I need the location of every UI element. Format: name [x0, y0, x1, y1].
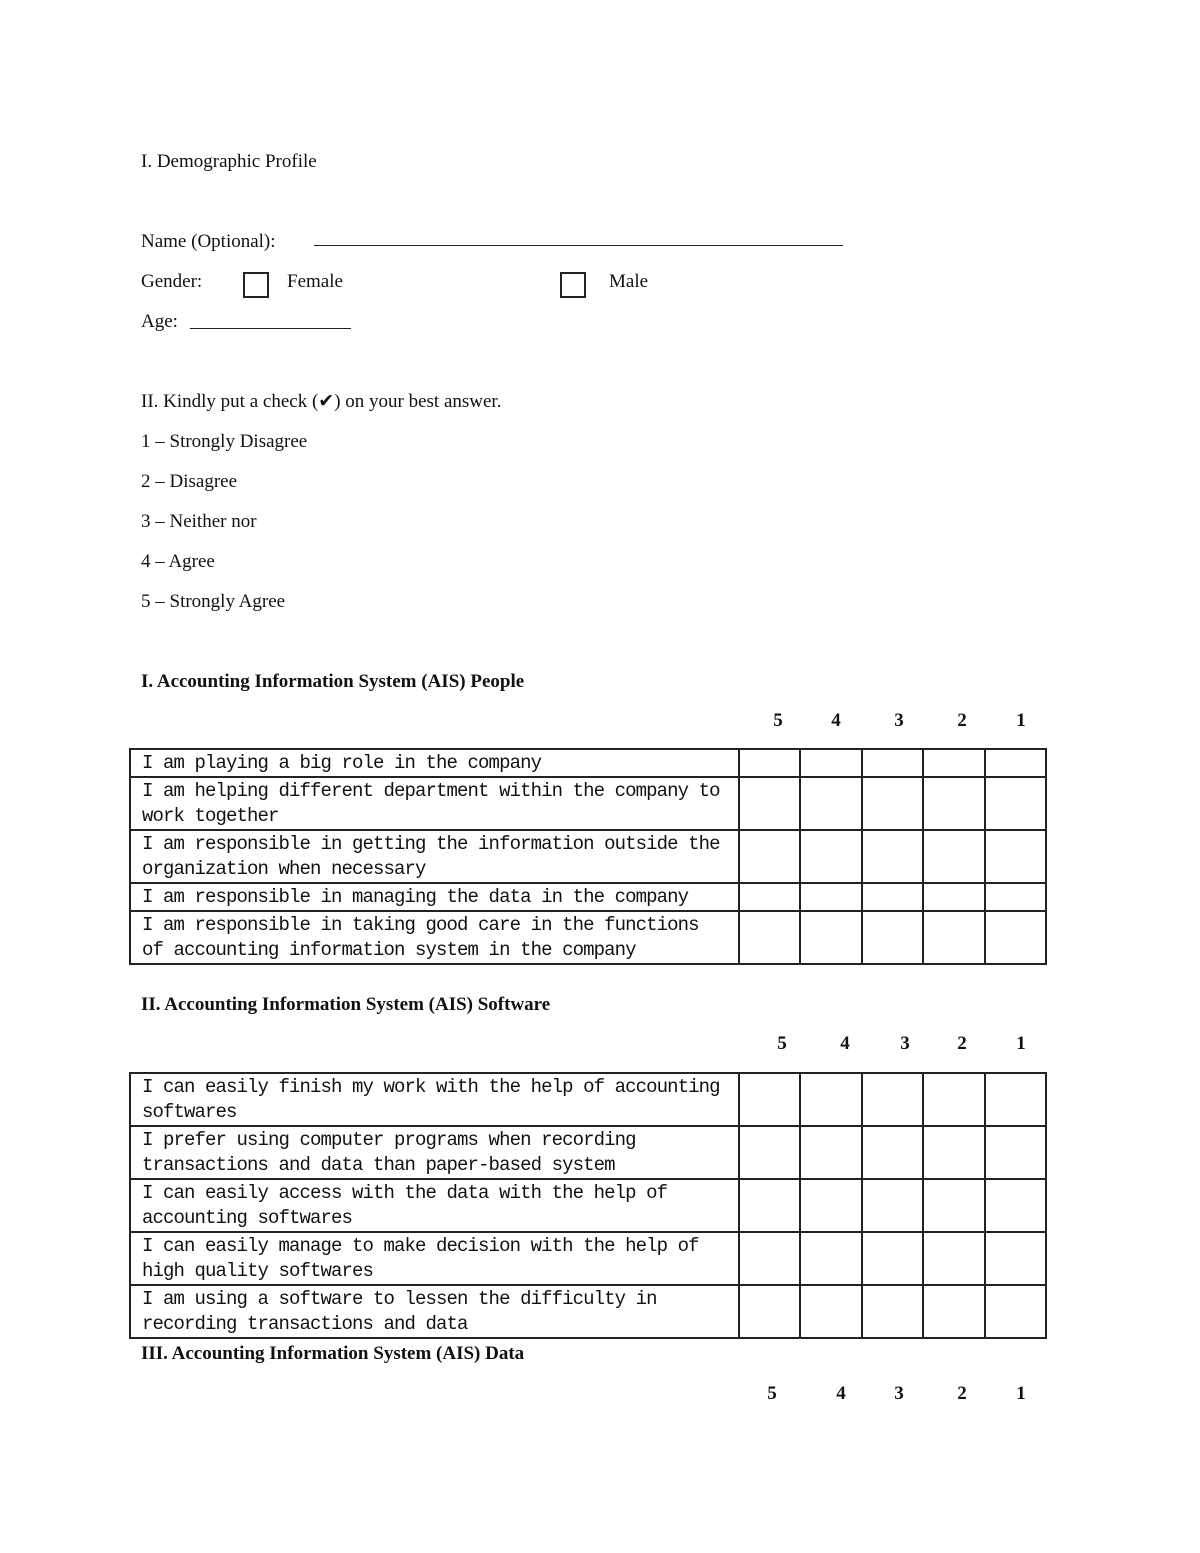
rating-cell-4[interactable] — [800, 830, 861, 883]
rating-cell-5[interactable] — [739, 777, 800, 830]
statement-text: I can easily access with the data with the help of accounting softwares — [130, 1179, 739, 1232]
scale-header-4: 4 — [836, 1383, 846, 1404]
scale-header-3: 3 — [894, 710, 904, 731]
scale-header-4: 4 — [840, 1033, 850, 1054]
scale-legend-4: 4 – Agree — [141, 551, 215, 572]
statement-text: I am using a software to lessen the difficulty in recording transactions and data — [130, 1285, 739, 1338]
table-row — [130, 830, 1046, 883]
rating-cell-1[interactable] — [985, 911, 1046, 964]
table-row — [130, 1232, 1046, 1285]
rating-cell-5[interactable] — [739, 1073, 800, 1126]
table-row — [130, 1073, 1046, 1126]
rating-cell-5[interactable] — [739, 830, 800, 883]
section-title-software: II. Accounting Information System (AIS) Software — [141, 994, 551, 1015]
rating-cell-4[interactable] — [800, 1232, 861, 1285]
statement-text: I am responsible in getting the information outside the organization when necessary — [130, 830, 739, 883]
male-checkbox[interactable] — [560, 272, 586, 298]
rating-cell-5[interactable] — [739, 1232, 800, 1285]
rating-cell-4[interactable] — [800, 777, 861, 830]
rating-cell-2[interactable] — [923, 1073, 984, 1126]
table-row — [130, 911, 1046, 964]
rating-cell-3[interactable] — [862, 883, 923, 911]
rating-cell-5[interactable] — [739, 1285, 800, 1338]
scale-header-5: 5 — [773, 710, 783, 731]
statement-text: I am playing a big role in the company — [130, 749, 739, 777]
table-row — [130, 1285, 1046, 1338]
rating-cell-2[interactable] — [923, 883, 984, 911]
rating-cell-3[interactable] — [862, 749, 923, 777]
table-row — [130, 777, 1046, 830]
rating-cell-2[interactable] — [923, 1232, 984, 1285]
rating-cell-3[interactable] — [862, 1232, 923, 1285]
scale-legend-5: 5 – Strongly Agree — [141, 591, 286, 612]
table-row — [130, 1126, 1046, 1179]
rating-cell-1[interactable] — [985, 830, 1046, 883]
name-label: Name (Optional): — [141, 231, 276, 252]
rating-cell-3[interactable] — [862, 1285, 923, 1338]
female-label: Female — [287, 271, 343, 292]
scale-header-1: 1 — [1016, 1033, 1026, 1054]
demographic-heading: I. Demographic Profile — [141, 151, 317, 172]
scale-header-software — [0, 1034, 1200, 1058]
statement-text: I can easily finish my work with the help of accounting softwares — [130, 1073, 739, 1126]
table-row — [130, 1179, 1046, 1232]
table-row — [130, 749, 1046, 777]
rating-cell-3[interactable] — [862, 1073, 923, 1126]
rating-cell-1[interactable] — [985, 1285, 1046, 1338]
scale-header-5: 5 — [767, 1383, 777, 1404]
rating-cell-2[interactable] — [923, 1179, 984, 1232]
scale-header-data — [0, 1384, 1200, 1408]
rating-cell-4[interactable] — [800, 749, 861, 777]
section-title-people: I. Accounting Information System (AIS) People — [141, 671, 525, 692]
statement-text: I am helping different department within the company to work together — [130, 777, 739, 830]
rating-cell-1[interactable] — [985, 777, 1046, 830]
rating-cell-3[interactable] — [862, 830, 923, 883]
scale-header-2: 2 — [957, 1033, 967, 1054]
scale-legend-3: 3 – Neither nor — [141, 511, 257, 532]
scale-header-1: 1 — [1016, 1383, 1026, 1404]
rating-cell-4[interactable] — [800, 911, 861, 964]
instructions-heading: II. Kindly put a check (✔) on your best answer. — [141, 391, 502, 412]
table-row — [130, 883, 1046, 911]
rating-cell-5[interactable] — [739, 883, 800, 911]
statement-text: I am responsible in managing the data in the company — [130, 883, 739, 911]
rating-cell-4[interactable] — [800, 1179, 861, 1232]
scale-header-4: 4 — [831, 710, 841, 731]
statement-text: I can easily manage to make decision with the help of high quality softwares — [130, 1232, 739, 1285]
rating-cell-5[interactable] — [739, 1126, 800, 1179]
scale-header-5: 5 — [777, 1033, 787, 1054]
male-label: Male — [609, 271, 649, 292]
scale-legend-2: 2 – Disagree — [141, 471, 238, 492]
likert-table-software — [129, 1072, 1047, 1339]
rating-cell-3[interactable] — [862, 1179, 923, 1232]
scale-header-1: 1 — [1016, 710, 1026, 731]
section-title-data: III. Accounting Information System (AIS) Data — [141, 1343, 525, 1364]
rating-cell-1[interactable] — [985, 1126, 1046, 1179]
rating-cell-2[interactable] — [923, 911, 984, 964]
scale-header-3: 3 — [900, 1033, 910, 1054]
scale-header-2: 2 — [957, 710, 967, 731]
likert-table-people — [129, 748, 1047, 965]
rating-cell-2[interactable] — [923, 830, 984, 883]
rating-cell-1[interactable] — [985, 749, 1046, 777]
statement-text: I am responsible in taking good care in the functions of accounting information system in the company — [130, 911, 739, 964]
scale-header-2: 2 — [957, 1383, 967, 1404]
scale-header-3: 3 — [894, 1383, 904, 1404]
rating-cell-1[interactable] — [985, 883, 1046, 911]
female-checkbox[interactable] — [243, 272, 269, 298]
rating-cell-4[interactable] — [800, 1285, 861, 1338]
rating-cell-1[interactable] — [985, 1232, 1046, 1285]
rating-cell-1[interactable] — [985, 1179, 1046, 1232]
age-field[interactable] — [190, 328, 351, 329]
scale-legend-1: 1 – Strongly Disagree — [141, 431, 308, 452]
name-field[interactable] — [314, 245, 843, 246]
rating-cell-3[interactable] — [862, 911, 923, 964]
age-label: Age: — [141, 311, 178, 332]
rating-cell-4[interactable] — [800, 883, 861, 911]
rating-cell-2[interactable] — [923, 1285, 984, 1338]
rating-cell-3[interactable] — [862, 1126, 923, 1179]
rating-cell-3[interactable] — [862, 777, 923, 830]
rating-cell-4[interactable] — [800, 1073, 861, 1126]
rating-cell-2[interactable] — [923, 749, 984, 777]
rating-cell-5[interactable] — [739, 749, 800, 777]
rating-cell-2[interactable] — [923, 1126, 984, 1179]
gender-label: Gender: — [141, 271, 203, 292]
rating-cell-1[interactable] — [985, 1073, 1046, 1126]
statement-text: I prefer using computer programs when recording transactions and data than paper-based system — [130, 1126, 739, 1179]
scale-header-people — [0, 711, 1200, 735]
rating-cell-5[interactable] — [739, 911, 800, 964]
rating-cell-5[interactable] — [739, 1179, 800, 1232]
rating-cell-4[interactable] — [800, 1126, 861, 1179]
rating-cell-2[interactable] — [923, 777, 984, 830]
